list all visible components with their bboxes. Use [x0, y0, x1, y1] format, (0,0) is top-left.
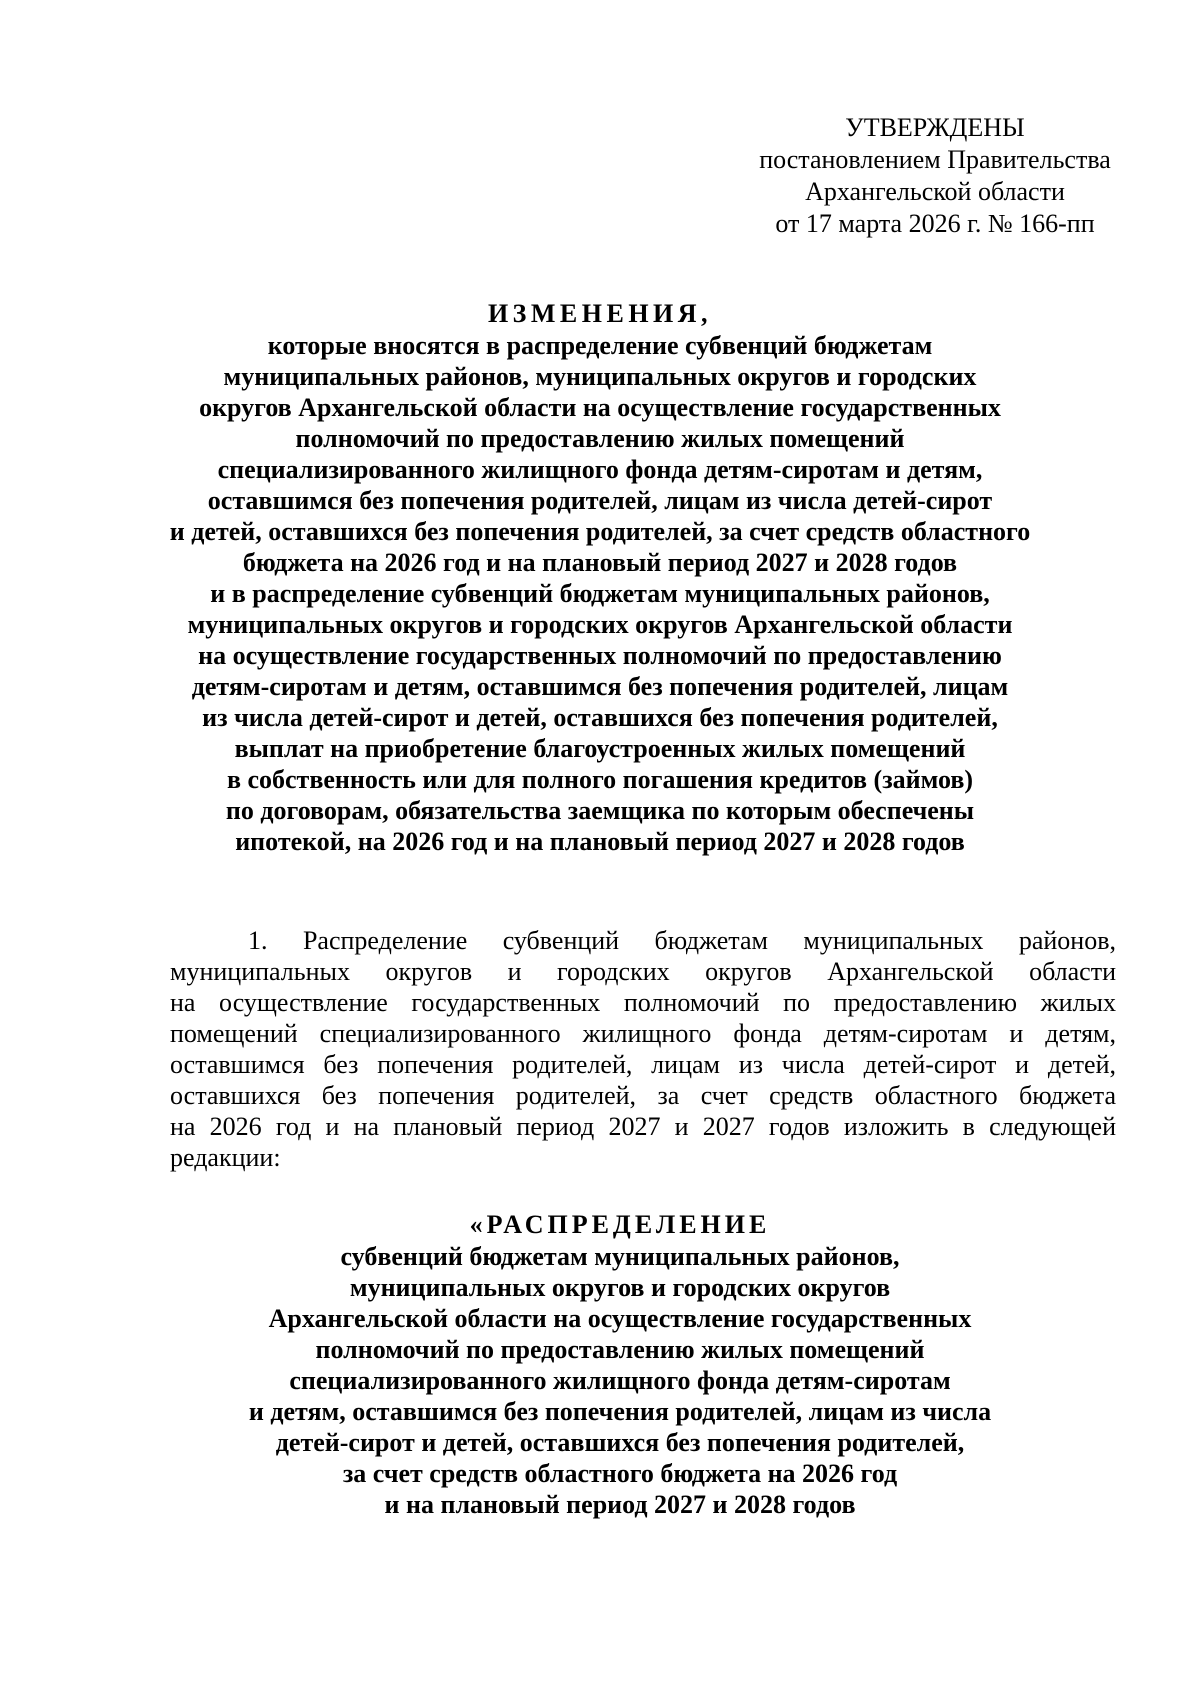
- title-line: которые вносятся в распределение субвенций бюджетам: [267, 331, 933, 360]
- title-line: и в распределение субвенций бюджетам муниципальных районов,: [210, 579, 990, 608]
- title-line: полномочий по предоставлению жилых помещений: [295, 424, 905, 453]
- distribution-title: [200, 1209, 1040, 1520]
- distribution-title-line: специализированного жилищного фонда детям-сиротам: [289, 1366, 951, 1395]
- paragraph-line: редакции:: [170, 1143, 281, 1172]
- document-title: [150, 298, 1050, 857]
- distribution-title-line: и детям, оставшимся без попечения родителей, лицам из числа: [248, 1397, 992, 1426]
- approval-line: УТВЕРЖДЕНЫ: [845, 113, 1025, 142]
- paragraph-line: оставшимся без попечения родителей, лицам из числа детей-сирот и детей,: [170, 1050, 1116, 1079]
- title-heading: ИЗМЕНЕНИЯ,: [487, 299, 713, 328]
- distribution-heading: «РАСПРЕДЕЛЕНИЕ: [469, 1210, 771, 1239]
- paragraph-line: оставшихся без попечения родителей, за счет средств областного бюджета: [170, 1081, 1116, 1110]
- approval-block: [740, 112, 1130, 240]
- title-line: из числа детей-сирот и детей, оставшихся без попечения родителей,: [202, 703, 998, 732]
- title-line: бюджета на 2026 год и на плановый период 2027 и 2028 годов: [242, 548, 958, 577]
- distribution-title-line: муниципальных округов и городских округов: [349, 1273, 891, 1302]
- distribution-title-line: Архангельской области на осуществление государственных: [268, 1304, 972, 1333]
- body-paragraph: [170, 925, 1116, 1173]
- title-line: на осуществление государственных полномочий по предоставлению: [198, 641, 1002, 670]
- title-line: выплат на приобретение благоустроенных жилых помещений: [234, 734, 966, 763]
- distribution-title-line: и на плановый период 2027 и 2028 годов: [384, 1490, 856, 1519]
- paragraph-line: 1. Распределение субвенций бюджетам муниципальных районов,: [248, 926, 1116, 955]
- title-line: оставшимся без попечения родителей, лицам из числа детей-сирот: [207, 486, 993, 515]
- title-line: муниципальных районов, муниципальных округов и городских: [223, 362, 977, 391]
- paragraph-line: на осуществление государственных полномочий по предоставлению жилых: [170, 988, 1116, 1017]
- title-line: в собственность или для полного погашения кредитов (займов): [226, 765, 974, 794]
- title-line: муниципальных округов и городских округов Архангельской области: [187, 610, 1013, 639]
- title-line: округов Архангельской области на осуществление государственных: [199, 393, 1001, 422]
- approval-line: от 17 марта 2026 г. № 166-пп: [775, 209, 1095, 238]
- title-line: и детей, оставшихся без попечения родителей, за счет средств областного: [169, 517, 1031, 546]
- title-line: детям-сиротам и детям, оставшимся без попечения родителей, лицам: [191, 672, 1009, 701]
- paragraph-line: помещений специализированного жилищного фонда детям-сиротам и детям,: [170, 1019, 1116, 1048]
- distribution-title-line: полномочий по предоставлению жилых помещений: [315, 1335, 925, 1364]
- distribution-title-line: за счет средств областного бюджета на 2026 год: [342, 1459, 898, 1488]
- title-line: специализированного жилищного фонда детям-сиротам и детям,: [217, 455, 983, 484]
- title-line: ипотекой, на 2026 год и на плановый период 2027 и 2028 годов: [235, 827, 965, 856]
- distribution-title-line: субвенций бюджетам муниципальных районов,: [340, 1242, 900, 1271]
- distribution-title-line: детей-сирот и детей, оставшихся без попечения родителей,: [275, 1428, 965, 1457]
- approval-line: Архангельской области: [805, 177, 1065, 206]
- title-line: по договорам, обязательства заемщика по которым обеспечены: [225, 796, 975, 825]
- paragraph-line: на 2026 год и на плановый период 2027 и 2027 годов изложить в следующей: [170, 1112, 1116, 1141]
- paragraph-line: муниципальных округов и городских округов Архангельской области: [170, 957, 1116, 986]
- approval-line: постановлением Правительства: [759, 145, 1111, 174]
